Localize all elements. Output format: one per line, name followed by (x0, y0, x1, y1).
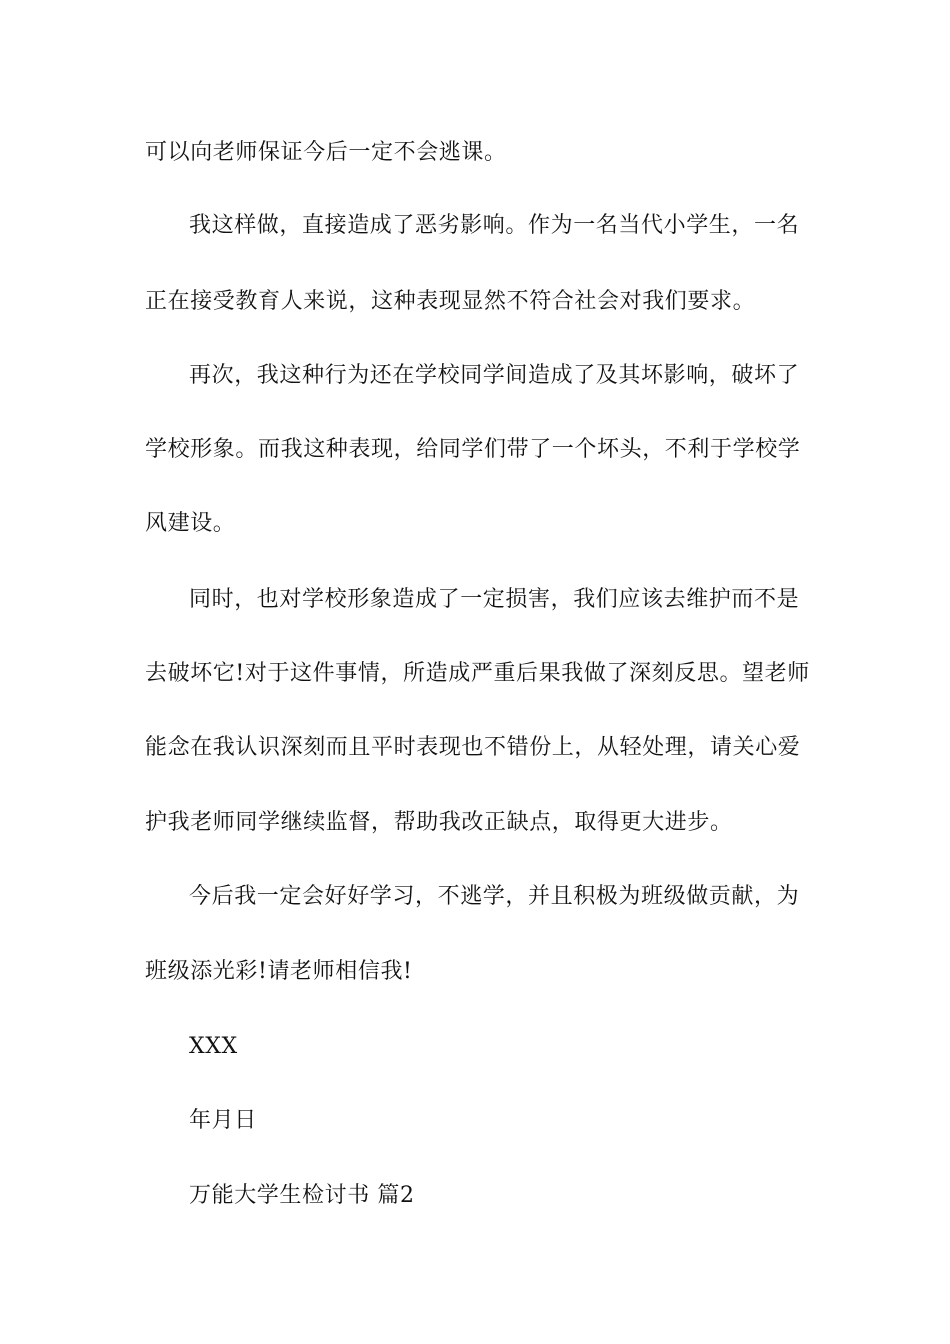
paragraph-line: 护我老师同学继续监督，帮助我改正缺点，取得更大进步。 (145, 810, 733, 835)
paragraph-line: 今后我一定会好好学习，不逃学，并且积极为班级做贡献，为 (189, 884, 800, 909)
paragraph-line: 风建设。 (145, 511, 236, 536)
paragraph-line: 可以向老师保证今后一定不会逃课。 (145, 140, 507, 165)
paragraph-line: 正在接受教育人来说，这种表现显然不符合社会对我们要求。 (145, 289, 756, 314)
section-heading: 万能大学生检讨书 篇2 (189, 1183, 415, 1208)
paragraph-line: 班级添光彩!请老师相信我! (145, 959, 413, 984)
signature-name: XXX (189, 1034, 238, 1059)
paragraph-line: 去破坏它!对于这件事情，所造成严重后果我做了深刻反思。望老师 (145, 661, 810, 686)
paragraph-line: 再次，我这种行为还在学校同学间造成了及其坏影响，破坏了 (189, 363, 800, 388)
paragraph-line: 同时，也对学校形象造成了一定损害，我们应该去维护而不是 (189, 587, 800, 612)
paragraph-line: 学校形象。而我这种表现，给同学们带了一个坏头，不利于学校学 (145, 437, 801, 462)
signature-date: 年月日 (189, 1108, 257, 1133)
paragraph-line: 我这样做，直接造成了恶劣影响。作为一名当代小学生，一名 (189, 213, 800, 238)
paragraph-line: 能念在我认识深刻而且平时表现也不错份上，从轻处理，请关心爱 (145, 735, 801, 760)
